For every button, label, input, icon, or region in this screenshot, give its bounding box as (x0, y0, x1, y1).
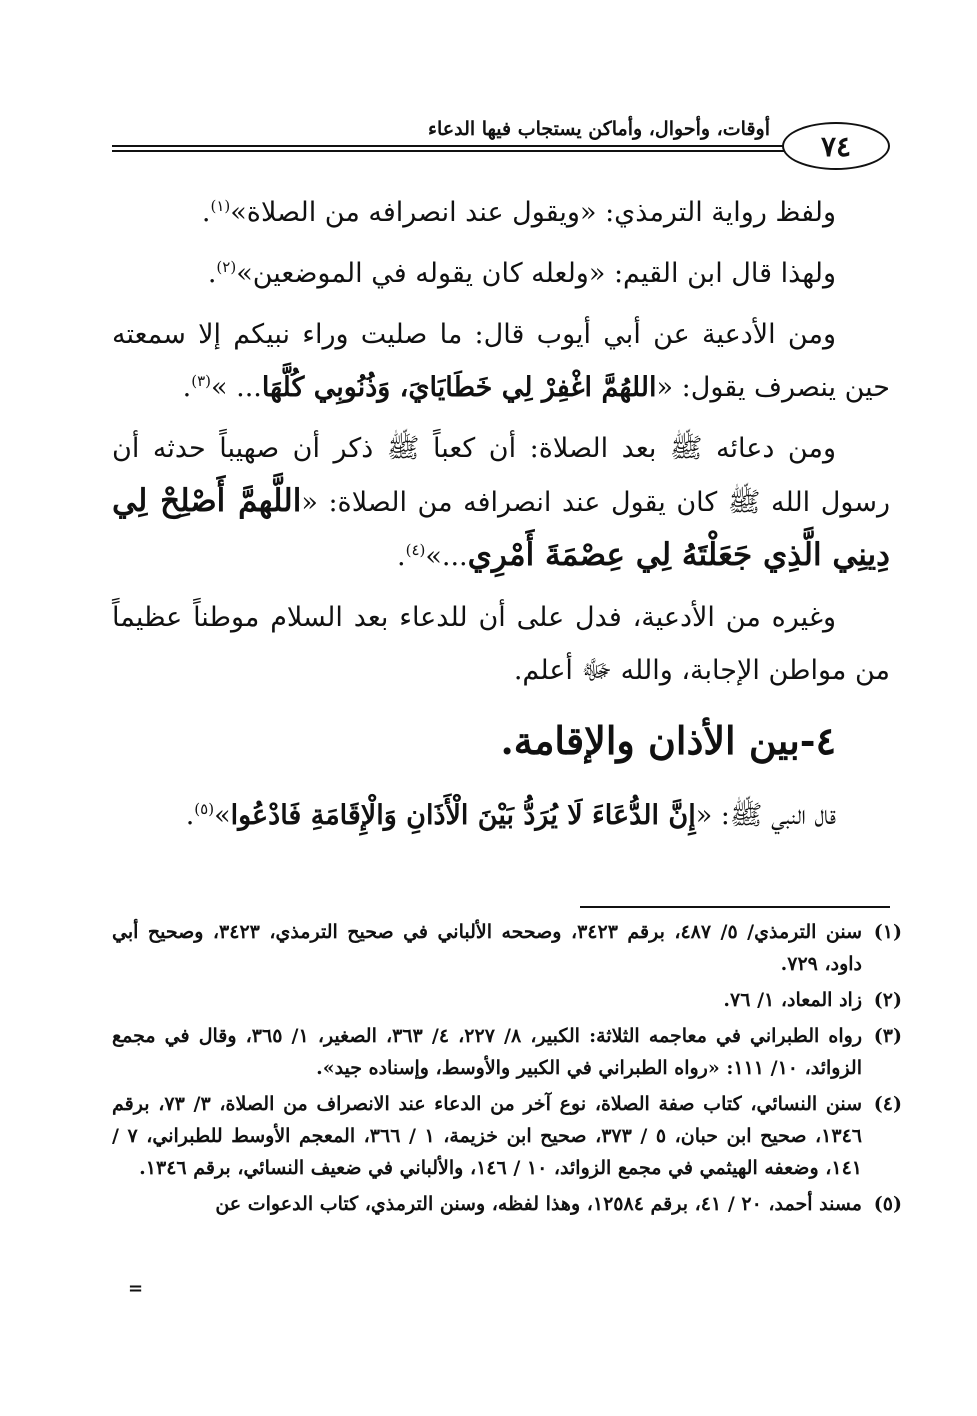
paragraph-5 (112, 591, 890, 697)
hadith-quote: إِنَّ الدُّعَاءَ لَا يُرَدُّ بَيْنَ الْأَذَانِ وَالْإِقَامَةِ فَادْعُوا (230, 800, 696, 831)
paragraph-text: ومن دعائه ﷺ بعد الصلاة: أن كعباً ﷺ ذكر أن صهيباً حدثه أن رسول الله ﷺ كان يقول عند انصرافه من الصلاة: « (112, 433, 890, 518)
footnote-ref: (٤) (405, 541, 426, 559)
footnote-ref: (٢) (216, 258, 237, 276)
footnote-text: سنن الترمذي/ ٥/ ٤٨٧، برقم ٣٤٢٣، وصححه الألباني في صحيح الترمذي، ٣٤٢٣، وصحيح أبي داود، ٧٢٩. (112, 921, 862, 975)
paragraph-text: ولهذا قال ابن القيم: «ولعله كان يقوله في الموضعين» (236, 258, 836, 289)
continuation-mark: = (128, 1278, 144, 1299)
footnote-ref: (٥) (194, 800, 215, 818)
paragraph-text: ولفظ رواية الترمذي: «ويقول عند انصرافه من الصلاة» (230, 197, 836, 228)
footnote-4 (112, 1088, 902, 1184)
quote-close: » (214, 800, 231, 831)
footnote-ref: (١) (210, 197, 231, 215)
footnote-1 (112, 916, 902, 980)
paragraph-end: . (397, 541, 406, 572)
footnote-number: (٣) (873, 1025, 902, 1047)
hadith-quote: اللَّهمَّ أَصْلِحْ لِي دِينِي الَّذِي جَعَلْتَهُ لِي عِصْمَةَ أَمْرِي (112, 483, 890, 573)
paragraph-end: . (201, 197, 211, 228)
paragraph-1 (112, 186, 890, 239)
footnote-5 (112, 1188, 902, 1220)
footnote-text: رواه الطبراني في معاجمه الثلاثة: الكبير، ٨/ ٢٢٧، ٤/ ٣٦٣، الصغير، ١/ ٣٦٥، وقال في مجمع الزوائد، ١٠/ ١١١: «رواه الطبراني في الكبير والأوسط، وإسناده جيد». (112, 1025, 862, 1079)
paragraph-3 (112, 308, 890, 414)
header-rule (112, 145, 794, 147)
paragraph-2 (112, 247, 890, 300)
paragraph-end: . (185, 800, 195, 831)
footnote-text: مسند أحمد، ٢٠ / ٤١، برقم ١٢٥٨٤، وهذا لفظه، وسنن الترمذي، كتاب الدعوات عن (215, 1193, 862, 1215)
footnote-number: (١) (873, 921, 902, 943)
header-rule (112, 150, 794, 152)
paragraph-end: . (207, 258, 217, 289)
paragraph-end: . (182, 372, 192, 403)
footnote-number: (٢) (873, 989, 902, 1011)
paragraph-text: ومن الأدعية عن أبي أيوب قال: ما صليت وراء نبيكم إلا سمعته حين ينصرف يقول: « (112, 319, 890, 403)
paragraph-4 (112, 422, 890, 583)
footnote-3 (112, 1020, 902, 1084)
paragraph-text: وغيره من الأدعية، فدل على أن للدعاء بعد السلام موطناً عظيماً من مواطن الإجابة، والله ﷻ أعلم. (112, 602, 890, 686)
page-number: ٧٤ (782, 122, 890, 170)
quote-close: ...» (425, 541, 468, 572)
main-text (112, 186, 890, 850)
quote-close: ... » (211, 372, 262, 403)
paragraph-6 (112, 789, 890, 842)
footnote-text: زاد المعاد، ١/ ٧٦. (723, 989, 862, 1011)
paragraph-text: قال النبي ﷺ: « (695, 800, 836, 831)
footnote-text: سنن النسائي، كتاب صفة الصلاة، نوع آخر من الدعاء عند الانصراف من الصلاة، ٣/ ٧٣، برقم ١٣٤٦، صحيح ابن حبان، ٥ / ٣٧٣، صحيح ابن خزيمة، ١ / ٣٦٦، المعجم الأوسط للطبراني، ٧ / ١٤١، وضعفه الهيثمي في مجمع الزوائد، ١٠ / ١٤٦، والألباني في ضعيف النسائي، برقم ١٣٤٦. (112, 1093, 862, 1179)
footnote-number: (٤) (873, 1093, 902, 1115)
hadith-quote: اللهُمَّ اغْفِرْ لِي خَطَايَايَ، وَذُنُوبِي كُلَّهَا (261, 372, 657, 403)
footnote-separator (580, 906, 890, 908)
page-header (112, 118, 890, 176)
running-title: أوقات، وأحوال، وأماكن يستجاب فيها الدعاء (428, 118, 770, 140)
footnote-2 (112, 984, 902, 1016)
footnotes (112, 916, 902, 1224)
footnote-number: (٥) (873, 1193, 902, 1215)
footnote-ref: (٣) (191, 372, 212, 390)
section-heading: ٤-بين الأذان والإقامة. (500, 718, 836, 763)
